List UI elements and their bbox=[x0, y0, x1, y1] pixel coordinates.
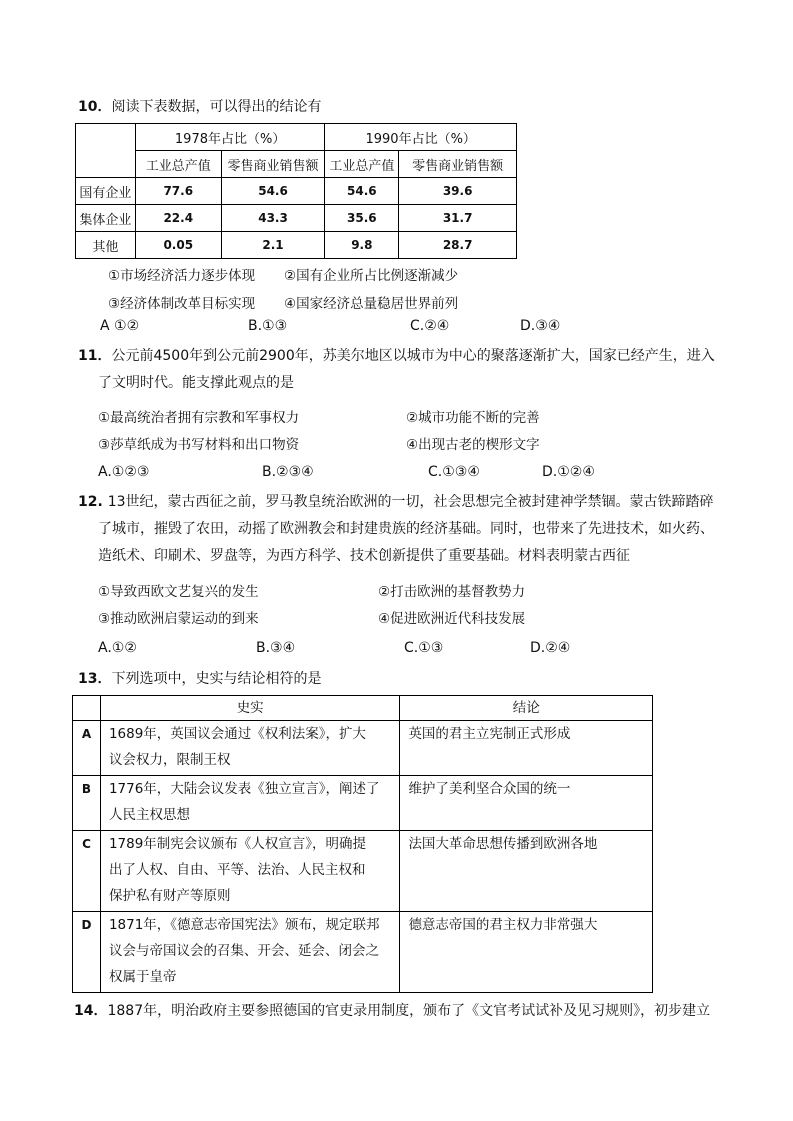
fact-line: 保护私有财产等原则 bbox=[108, 888, 231, 904]
q12-stem-line3: 造纸术、印刷术、罗盘等，为西方科学、技术创新提供了重要基础。材料表明蒙古西征 bbox=[98, 548, 630, 564]
q12-statement: ④促进欧洲近代科技发展 bbox=[378, 611, 526, 627]
fact-cell bbox=[100, 831, 399, 912]
cell-value: 43.3 bbox=[221, 205, 325, 232]
row-letter: C bbox=[73, 831, 101, 912]
q11-stem-line1 bbox=[78, 345, 715, 365]
q10-choice-a[interactable]: A ①② bbox=[100, 318, 140, 334]
table-row bbox=[76, 205, 517, 232]
q10-number: 10． bbox=[78, 99, 112, 115]
row-label: 国有企业 bbox=[76, 178, 136, 205]
fact-line: 1689年，英国议会通过《权利法案》，扩大 bbox=[108, 726, 367, 742]
table-corner bbox=[73, 696, 101, 721]
q13-number: 13． bbox=[78, 671, 112, 687]
cell-value: 54.6 bbox=[221, 178, 325, 205]
header-1978: 1978年占比（%） bbox=[135, 124, 325, 151]
cell-value: 28.7 bbox=[399, 232, 517, 259]
q12-stem-line2: 了城市，摧毁了农田，动摇了欧洲教会和封建贵族的经济基础。同时，也带来了先进技术，如火药、 bbox=[98, 521, 714, 537]
q11-statement: ④出现古老的楔形文字 bbox=[406, 437, 540, 453]
q13-stem bbox=[78, 668, 321, 688]
subheader: 零售商业销售额 bbox=[399, 151, 517, 178]
q10-choice-d[interactable]: D.③④ bbox=[520, 318, 561, 334]
fact-line: 议会权力，限制王权 bbox=[108, 752, 231, 768]
q12-choice-c[interactable]: C.①③ bbox=[404, 640, 444, 656]
q10-statement: ④国家经济总量稳居世界前列 bbox=[284, 296, 459, 312]
table-row bbox=[73, 912, 653, 993]
q11-stem-line2: 了文明时代。能支撑此观点的是 bbox=[98, 375, 294, 391]
q11-statement: ①最高统治者拥有宗教和军事权力 bbox=[98, 410, 300, 426]
cell-value: 39.6 bbox=[399, 178, 517, 205]
conclusion-text: 德意志帝国的君主权力非常强大 bbox=[408, 917, 598, 933]
q10-stem-text: 阅读下表数据，可以得出的结论有 bbox=[111, 99, 322, 115]
q12-stem-line1 bbox=[78, 491, 714, 511]
subheader: 工业总产值 bbox=[325, 151, 399, 178]
q11-choice-d[interactable]: D.①②④ bbox=[542, 464, 595, 480]
fact-line: 权属于皇帝 bbox=[108, 969, 177, 985]
q10-statement: ①市场经济活力逐步体现 bbox=[108, 268, 256, 284]
q12-statement: ①导致西欧文艺复兴的发生 bbox=[98, 584, 259, 600]
table-row bbox=[73, 721, 653, 776]
q10-stem bbox=[78, 96, 321, 116]
q10-choice-c[interactable]: C.②④ bbox=[410, 318, 450, 334]
q11-choice-a[interactable]: A.①②③ bbox=[98, 464, 150, 480]
q13-stem-text: 下列选项中，史实与结论相符的是 bbox=[111, 671, 322, 687]
conclusion-cell bbox=[400, 912, 653, 993]
fact-line: 出了人权、自由、平等、法治、人民主权和 bbox=[108, 862, 366, 878]
q11-choice-b[interactable]: B.②③④ bbox=[262, 464, 314, 480]
row-letter: D bbox=[73, 912, 101, 993]
conclusion-cell bbox=[400, 721, 653, 776]
conclusion-cell bbox=[400, 776, 653, 831]
table-row bbox=[73, 831, 653, 912]
q13-fact-table bbox=[72, 695, 653, 993]
q11-statement: ③莎草纸成为书写材料和出口物资 bbox=[98, 437, 300, 453]
fact-line: 1776年，大陆会议发表《独立宣言》，阐述了 bbox=[108, 781, 380, 797]
subheader: 零售商业销售额 bbox=[221, 151, 325, 178]
fact-line: 1871年，《德意志帝国宪法》颁布，规定联邦 bbox=[108, 917, 380, 933]
row-label: 集体企业 bbox=[76, 205, 136, 232]
q12-choice-a[interactable]: A.①② bbox=[98, 640, 137, 656]
q12-choice-b[interactable]: B.③④ bbox=[256, 640, 296, 656]
row-label: 其他 bbox=[76, 232, 136, 259]
q14-stem-line1 bbox=[74, 1000, 710, 1020]
q11-number: 11． bbox=[78, 348, 112, 364]
row-letter: A bbox=[73, 721, 101, 776]
conclusion-text: 维护了美利坚合众国的统一 bbox=[408, 781, 571, 797]
table-corner bbox=[76, 124, 136, 178]
conclusion-cell bbox=[400, 831, 653, 912]
cell-value: 9.8 bbox=[325, 232, 399, 259]
fact-line: 议会与帝国议会的召集、开会、延会、闭会之 bbox=[108, 943, 379, 959]
cell-value: 22.4 bbox=[135, 205, 221, 232]
q12-statement: ③推动欧洲启蒙运动的到来 bbox=[98, 611, 259, 627]
q11-statement: ②城市功能不断的完善 bbox=[406, 410, 540, 426]
cell-value: 31.7 bbox=[399, 205, 517, 232]
q10-statement: ②国有企业所占比例逐渐减少 bbox=[284, 268, 459, 284]
header-conclusion: 结论 bbox=[400, 696, 653, 721]
q11-stem-text: 公元前4500年到公元前2900年，苏美尔地区以城市为中心的聚落逐渐扩大，国家已经产生，进入 bbox=[111, 348, 715, 364]
fact-line: 人民主权思想 bbox=[108, 807, 190, 823]
conclusion-text: 英国的君主立宪制正式形成 bbox=[408, 726, 571, 742]
q12-number: 12. bbox=[78, 494, 108, 510]
q10-statement: ③经济体制改革目标实现 bbox=[108, 296, 256, 312]
cell-value: 77.6 bbox=[135, 178, 221, 205]
q11-choice-c[interactable]: C.①③④ bbox=[428, 464, 480, 480]
q10-choice-b[interactable]: B.①③ bbox=[248, 318, 288, 334]
table-row bbox=[76, 232, 517, 259]
fact-cell bbox=[100, 776, 399, 831]
table-row bbox=[73, 776, 653, 831]
cell-value: 54.6 bbox=[325, 178, 399, 205]
q10-data-table bbox=[75, 123, 517, 259]
subheader: 工业总产值 bbox=[135, 151, 221, 178]
conclusion-text: 法国大革命思想传播到欧洲各地 bbox=[408, 836, 598, 852]
q14-stem-text: 1887年，明治政府主要参照德国的官吏录用制度，颁布了《文官考试试补及见习规则》，初步建立 bbox=[107, 1003, 711, 1019]
q12-choice-d[interactable]: D.②④ bbox=[530, 640, 571, 656]
header-1990: 1990年占比（%） bbox=[325, 124, 517, 151]
fact-cell bbox=[100, 721, 399, 776]
fact-cell bbox=[100, 912, 399, 993]
cell-value: 0.05 bbox=[135, 232, 221, 259]
q14-number: 14． bbox=[74, 1003, 108, 1019]
row-letter: B bbox=[73, 776, 101, 831]
q12-stem-text: 13世纪，蒙古西征之前，罗马教皇统治欧洲的一切，社会思想完全被封建神学禁锢。蒙古铁蹄踏碎 bbox=[107, 494, 714, 510]
cell-value: 2.1 bbox=[221, 232, 325, 259]
cell-value: 35.6 bbox=[325, 205, 399, 232]
fact-line: 1789年制宪会议颁布《人权宣言》，明确提 bbox=[108, 836, 367, 852]
table-row bbox=[76, 178, 517, 205]
header-fact: 史实 bbox=[100, 696, 399, 721]
q12-statement: ②打击欧洲的基督教势力 bbox=[378, 584, 526, 600]
